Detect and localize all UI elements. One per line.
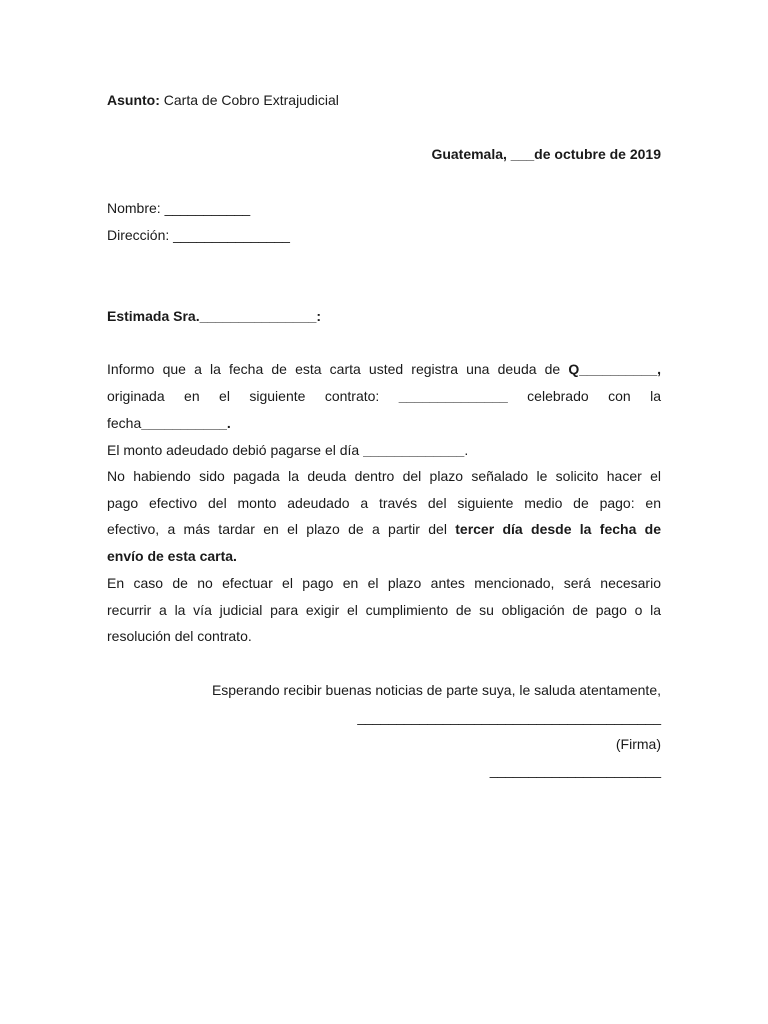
subject-line xyxy=(107,90,661,110)
body-word: siguiente xyxy=(249,388,306,404)
body-line-5: No habiendo sido pagada la deuda dentro del plazo señalado le solicito hacer el xyxy=(107,468,661,484)
body-line-7 xyxy=(107,519,661,539)
body-line-11: resolución del contrato. xyxy=(107,628,252,644)
body-line-4-text: El monto adeudado debió pagarse el día xyxy=(107,442,364,458)
closing: Esperando recibir buenas noticias de parte suya, le saluda atentamente, xyxy=(211,682,661,698)
body-line-1 xyxy=(107,359,661,379)
debt-amount-blank: Q__________, xyxy=(568,361,661,377)
contract-blank: ______________ xyxy=(398,388,508,404)
body-line-3-text: fecha xyxy=(107,415,142,431)
address-field: Dirección: _______________ xyxy=(107,227,290,243)
name-field: Nombre: ___________ xyxy=(107,200,251,216)
date-line: Guatemala, ___de octubre de 2019 xyxy=(431,146,661,162)
body-line-1-text: Informo que a la fecha de esta carta usted registra una deuda de xyxy=(107,361,561,377)
body-line-7-text: efectivo, a más tardar en el plazo de a partir del xyxy=(107,521,447,537)
body-line-2 xyxy=(107,386,661,406)
body-word: contrato: xyxy=(324,388,380,404)
name-line: ______________________ xyxy=(489,762,661,778)
body-word: originada xyxy=(107,388,165,404)
deadline-emphasis-end: envío de esta carta. xyxy=(107,548,237,564)
body-line-8 xyxy=(107,546,661,566)
period: . xyxy=(464,442,469,458)
body-line-6: pago efectivo del monto adeudado a través del siguiente medio de pago: en xyxy=(107,495,661,511)
signature-line: _______________________________________ xyxy=(357,709,661,725)
body-word: celebrado xyxy=(527,388,589,404)
greeting: Estimada Sra._______________: xyxy=(107,308,322,324)
body-word: en xyxy=(184,388,200,404)
deadline-emphasis: tercer día desde la fecha de xyxy=(455,521,661,537)
subject-label: Asunto: xyxy=(107,92,160,108)
subject-text: Carta de Cobro Extrajudicial xyxy=(159,92,339,108)
body-line-9: En caso de no efectuar el pago en el plazo antes mencionado, será necesario xyxy=(107,575,661,591)
contract-date-blank: ___________. xyxy=(141,415,231,431)
body-line-3 xyxy=(107,413,661,433)
body-word: el xyxy=(219,388,230,404)
body-word: la xyxy=(650,388,661,404)
body-word: con xyxy=(608,388,631,404)
body-line-4 xyxy=(107,440,661,460)
signature-label: (Firma) xyxy=(615,736,661,752)
due-date-blank: _____________ xyxy=(363,442,465,458)
body-line-10: recurrir a la vía judicial para exigir el cumplimiento de su obligación de pago o la xyxy=(107,602,661,618)
